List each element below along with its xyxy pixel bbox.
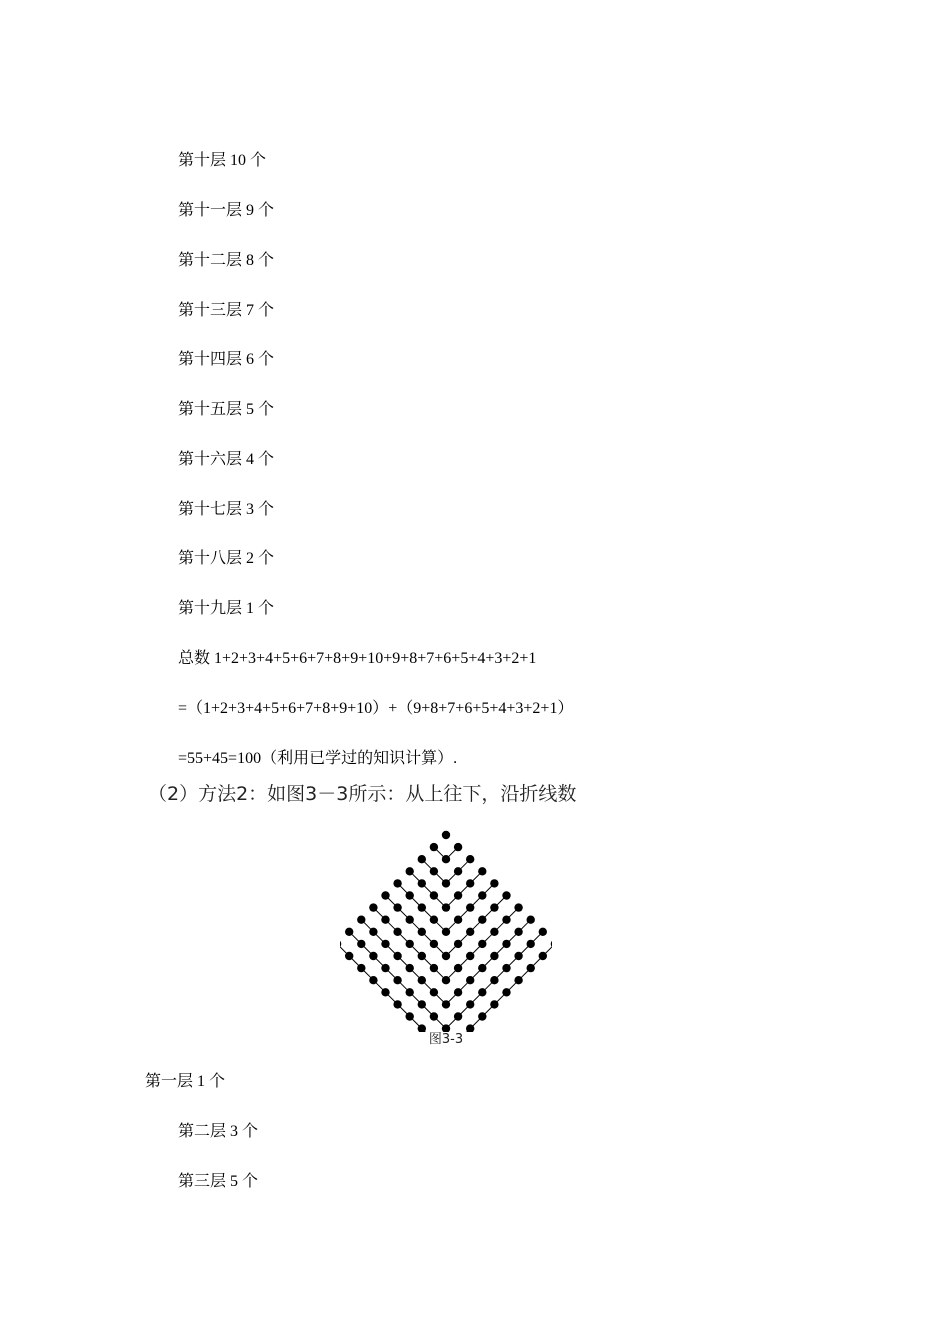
lattice-dot (442, 879, 450, 887)
lattice-dot (430, 916, 438, 924)
lattice-dot (406, 988, 414, 996)
text-line-layer-14: 第十四层 6 个 (178, 351, 275, 368)
lattice-dot (345, 952, 353, 960)
lattice-dot (369, 976, 377, 984)
text-line-layer-10: 第十层 10 个 (178, 152, 267, 169)
lattice-dot (466, 855, 474, 863)
lattice-dot (527, 916, 535, 924)
text-line-layer-12: 第十二层 8 个 (178, 252, 275, 269)
lattice-dot (454, 843, 462, 851)
lattice-dot (369, 928, 377, 936)
figure-3-3 (340, 826, 552, 1052)
lattice-dot (430, 867, 438, 875)
lattice-dot (478, 867, 486, 875)
lattice-dot (418, 928, 426, 936)
lattice-dot (418, 1000, 426, 1008)
lattice-dot (406, 964, 414, 972)
lattice-dot (406, 867, 414, 875)
lattice-dot (430, 988, 438, 996)
lattice-dot (490, 952, 498, 960)
lattice-dot (478, 940, 486, 948)
lattice-dot (430, 940, 438, 948)
lattice-dot (381, 964, 389, 972)
text-line-layer-15: 第十五层 5 个 (178, 401, 275, 418)
lattice-dot (466, 1000, 474, 1008)
lattice-dot (502, 988, 510, 996)
lattice-dot (418, 952, 426, 960)
lattice-dot (442, 903, 450, 911)
text-line-equation-1: =（1+2+3+4+5+6+7+8+9+10）+（9+8+7+6+5+4+3+2+1） (178, 700, 574, 717)
text-line-layer-19: 第十九层 1 个 (178, 600, 275, 617)
zigzag-line (373, 908, 518, 981)
text-line-layer-13: 第十三层 7 个 (178, 302, 275, 319)
lattice-dot (490, 879, 498, 887)
lattice-dot (442, 928, 450, 936)
lattice-dot (357, 964, 365, 972)
lattice-dot (490, 928, 498, 936)
dot-diamond-diagram (340, 826, 552, 1032)
text-line-layer-16: 第十六层 4 个 (178, 451, 275, 468)
lattice-dot (466, 928, 474, 936)
lattice-dot (442, 855, 450, 863)
lattice-dot (406, 891, 414, 899)
lattice-dot (430, 843, 438, 851)
text-line-layer-18: 第十八层 2 个 (178, 550, 275, 567)
figure-caption: 图3-3 (428, 1032, 464, 1047)
lattice-dot (502, 964, 510, 972)
lattice-dot (527, 964, 535, 972)
lattice-dot (369, 952, 377, 960)
text-line-layer-17: 第十七层 3 个 (178, 501, 275, 518)
lattice-dot (490, 903, 498, 911)
lattice-dot (393, 903, 401, 911)
lattice-dot (406, 1012, 414, 1020)
lattice-dot (466, 903, 474, 911)
text-line-layer-1: 第一层 1 个 (145, 1073, 226, 1090)
method-2-heading: （2）方法2：如图3－3所示：从上往下，沿折线数 (148, 783, 577, 805)
lattice-dot (381, 940, 389, 948)
lattice-dot (369, 903, 377, 911)
text-line-total: 总数 1+2+3+4+5+6+7+8+9+10+9+8+7+6+5+4+3+2+1 (178, 650, 537, 667)
lattice-dot (514, 928, 522, 936)
lattice-dot (478, 1012, 486, 1020)
lattice-dot (442, 831, 450, 839)
lattice-dot (478, 916, 486, 924)
lattice-dot (418, 879, 426, 887)
lattice-dot (539, 928, 547, 936)
lattice-dot (430, 1012, 438, 1020)
lattice-dot (454, 891, 462, 899)
lattice-dot (490, 1000, 498, 1008)
lattice-dot (430, 891, 438, 899)
lattice-dot (527, 940, 535, 948)
lattice-dot (502, 916, 510, 924)
lattice-dot (454, 1012, 462, 1020)
lattice-dot (454, 988, 462, 996)
lattice-dot (418, 976, 426, 984)
zigzag-line (410, 871, 483, 907)
text-line-equation-2: =55+45=100（利用已学过的知识计算）. (178, 750, 458, 767)
lattice-dot (466, 976, 474, 984)
lattice-dot (478, 988, 486, 996)
lattice-dot (442, 1000, 450, 1008)
lattice-dot (478, 891, 486, 899)
lattice-dot (514, 976, 522, 984)
lattice-dot (393, 1000, 401, 1008)
lattice-dot (357, 916, 365, 924)
lattice-dot (406, 916, 414, 924)
lattice-dot (454, 940, 462, 948)
lattice-dot (466, 952, 474, 960)
lattice-dot (418, 855, 426, 863)
lattice-dot (381, 916, 389, 924)
lattice-dot (393, 879, 401, 887)
text-line-layer-3: 第三层 5 个 (178, 1173, 259, 1190)
lattice-dot (406, 940, 414, 948)
lattice-dot (454, 916, 462, 924)
text-line-layer-11: 第十一层 9 个 (178, 202, 275, 219)
lattice-dot (442, 976, 450, 984)
lattice-dot (345, 928, 353, 936)
lattice-dot (490, 976, 498, 984)
lattice-dot (430, 964, 438, 972)
text-line-layer-2: 第二层 3 个 (178, 1123, 259, 1140)
lattice-dot (442, 952, 450, 960)
lattice-dot (502, 940, 510, 948)
lattice-dot (514, 903, 522, 911)
lattice-dot (454, 867, 462, 875)
lattice-dot (381, 988, 389, 996)
lattice-dot (514, 952, 522, 960)
lattice-dot (357, 940, 365, 948)
lattice-dot (539, 952, 547, 960)
lattice-dot (502, 891, 510, 899)
lattice-dot (393, 952, 401, 960)
lattice-dot (478, 964, 486, 972)
lattice-dot (454, 964, 462, 972)
lattice-dot (418, 903, 426, 911)
lattice-dot (393, 928, 401, 936)
lattice-dot (393, 976, 401, 984)
lattice-dot (381, 891, 389, 899)
lattice-dot (466, 879, 474, 887)
